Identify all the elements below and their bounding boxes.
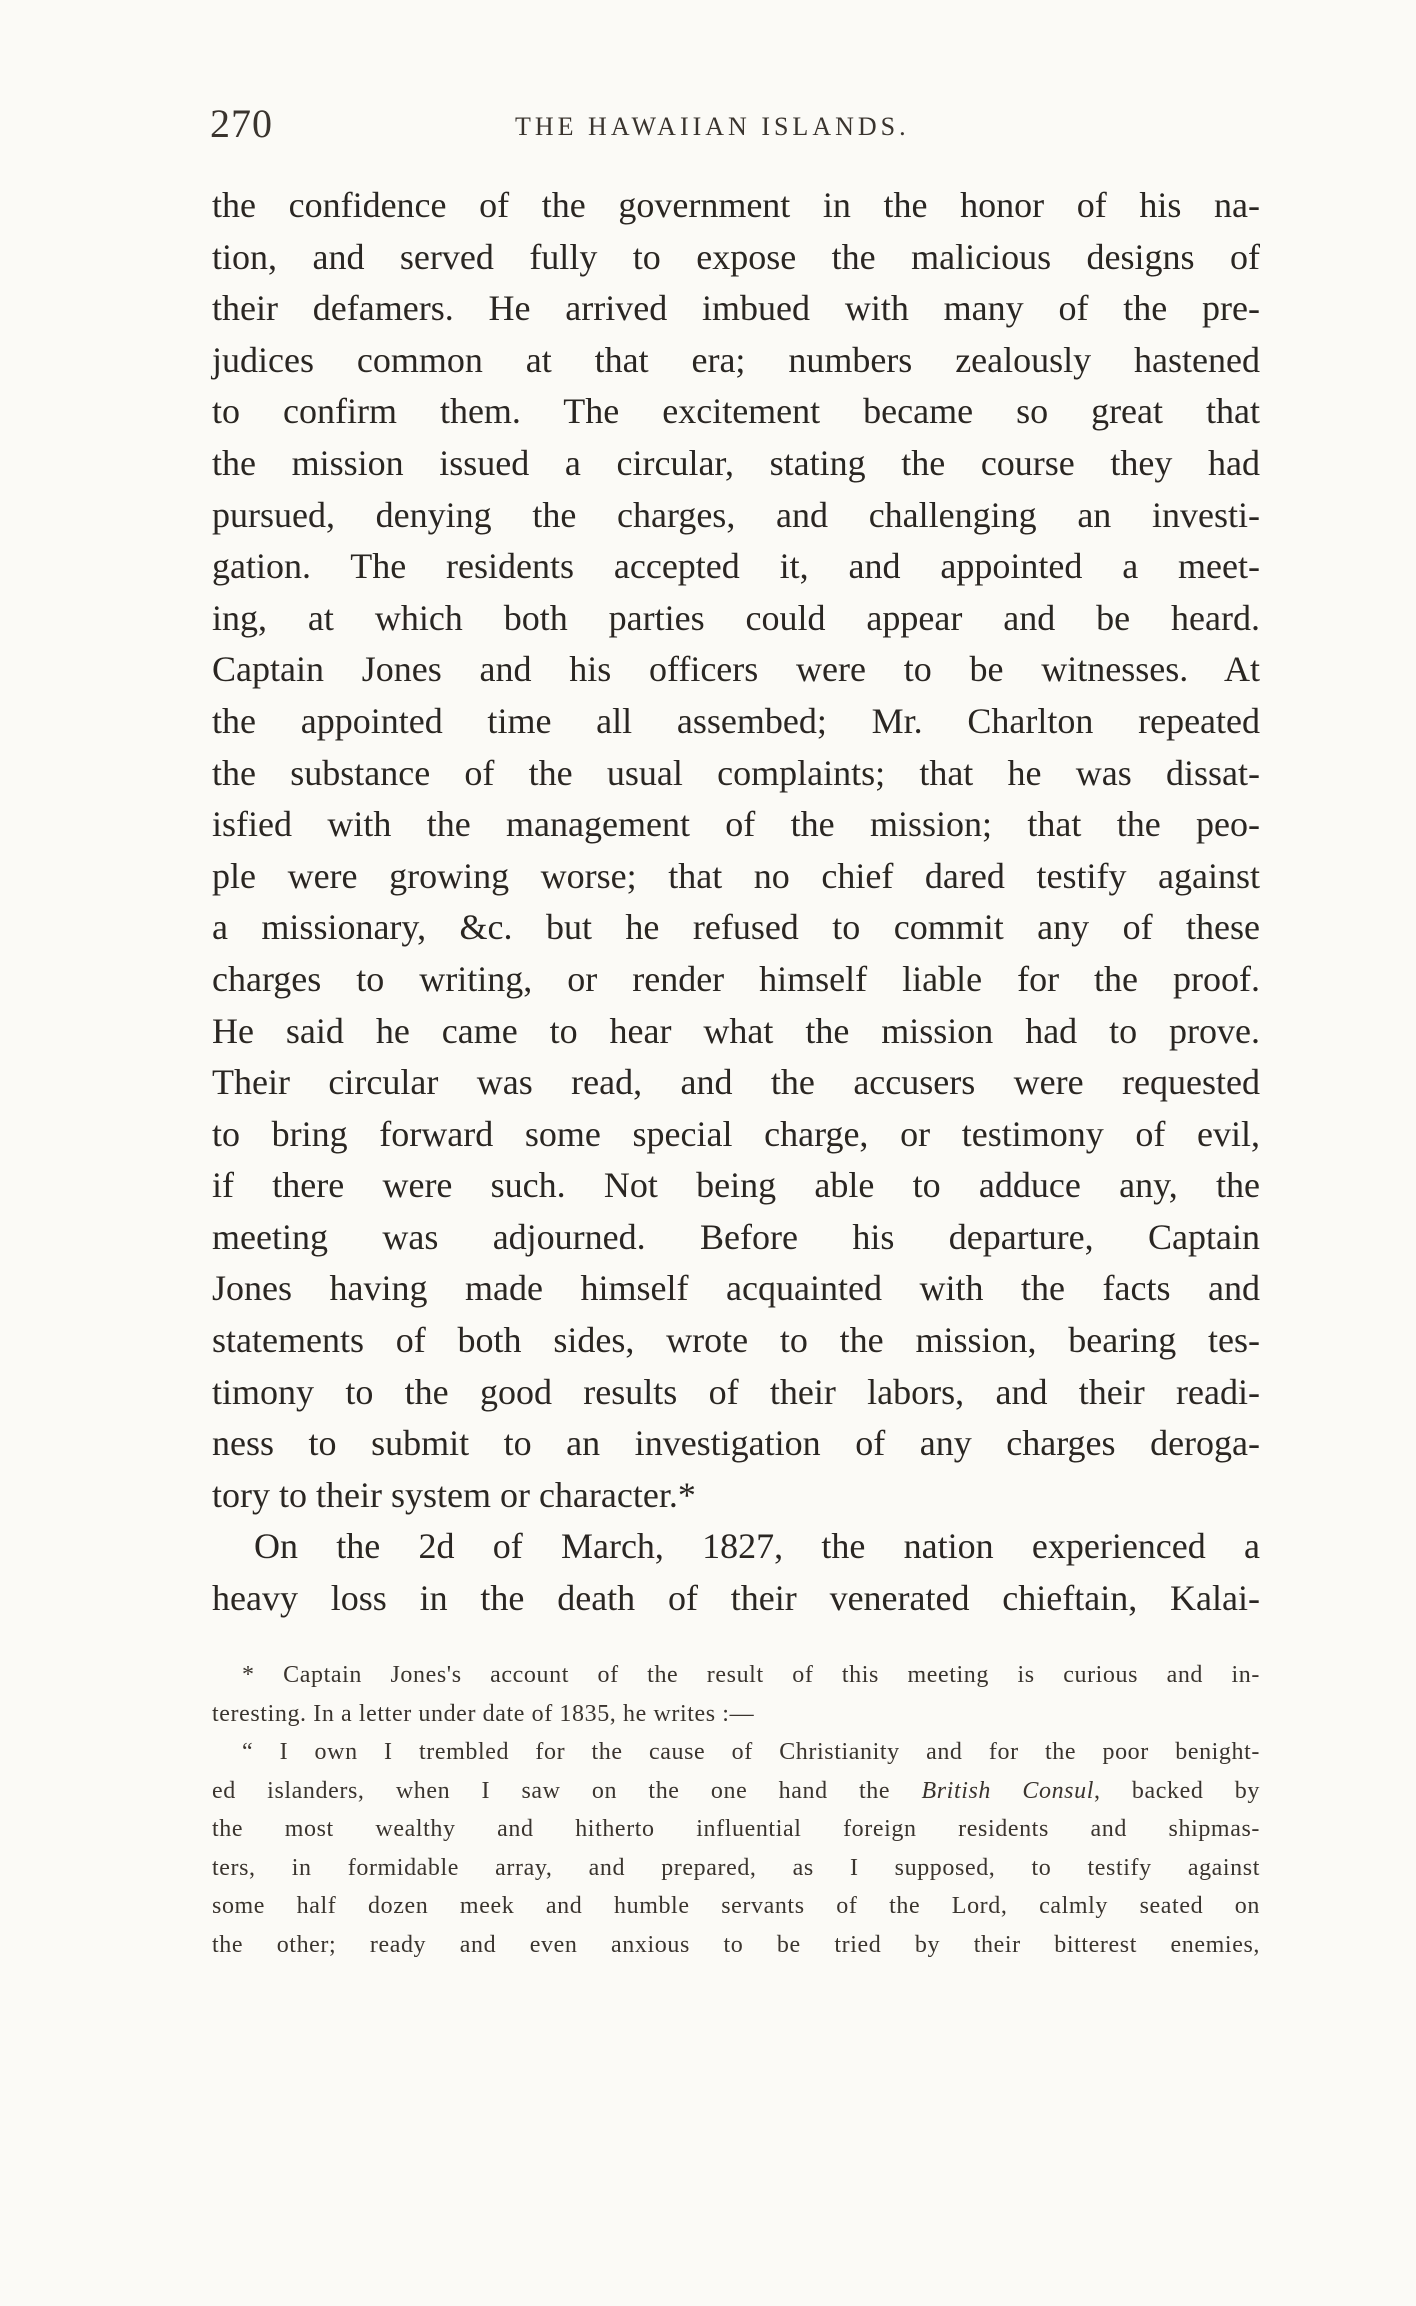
- footnote-quote-line: the most wealthy and hitherto influential foreign residents and shipmas-: [212, 1816, 1260, 1842]
- body-line: tion, and served fully to expose the malicious designs of: [212, 236, 1260, 277]
- body-line: a missionary, &c. but he refused to commit any of these: [212, 907, 1260, 948]
- paragraph-start-line: On the 2d of March, 1827, the nation experienced a: [254, 1526, 1260, 1567]
- body-line: if there were such. Not being able to adduce any, the: [212, 1165, 1260, 1206]
- body-line: pursued, denying the charges, and challenging an investi-: [212, 494, 1260, 535]
- paragraph-end-line: tory to their system or character.*: [212, 1474, 696, 1515]
- footnote-quote-line: the other; ready and even anxious to be tried by their bitterest enemies,: [212, 1931, 1260, 1958]
- body-line: their defamers. He arrived imbued with many of the pre-: [212, 288, 1260, 329]
- body-line: the confidence of the government in the honor of his na-: [212, 185, 1260, 225]
- footnote-quote-line: [212, 1772, 1260, 1811]
- body-line: judices common at that era; numbers zealously hastened: [212, 339, 1260, 380]
- footnote: [212, 1656, 1260, 1964]
- body-line: statements of both sides, wrote to the mission, bearing tes-: [212, 1320, 1260, 1361]
- body-line: the appointed time all assembed; Mr. Charlton repeated: [212, 700, 1260, 741]
- body-line: the substance of the usual complaints; that he was dissat-: [212, 752, 1260, 793]
- body-line: the mission issued a circular, stating the course they had: [212, 442, 1260, 483]
- body-line: to bring forward some special charge, or testimony of evil,: [212, 1113, 1260, 1154]
- body-text: [212, 180, 1260, 1625]
- body-line: to confirm them. The excitement became so great that: [212, 391, 1260, 432]
- footnote-text: ed islanders, when I saw on the one hand the: [212, 1777, 922, 1804]
- footnote-line: * Captain Jones's account of the result of this meeting is curious and in-: [242, 1662, 1260, 1688]
- footnote-quote-line: ters, in formidable array, and prepared, as I supposed, to testify against: [212, 1854, 1260, 1881]
- body-line: heavy loss in the death of their venerated chieftain, Kalai-: [212, 1578, 1260, 1619]
- body-line: meeting was adjourned. Before his departure, Captain: [212, 1216, 1260, 1257]
- page-number: 270: [210, 101, 273, 146]
- body-line: ple were growing worse; that no chief dared testify against: [212, 855, 1260, 896]
- body-line: charges to writing, or render himself liable for the proof.: [212, 958, 1260, 999]
- body-line: Jones having made himself acquainted with the facts and: [212, 1268, 1260, 1309]
- body-line: isfied with the management of the mission; that the peo-: [212, 804, 1260, 845]
- body-line: ing, at which both parties could appear and be heard.: [212, 597, 1260, 638]
- body-line: ness to submit to an investigation of any charges deroga-: [212, 1423, 1260, 1464]
- running-head: [210, 100, 1260, 150]
- body-line: He said he came to hear what the mission had to prove.: [212, 1010, 1260, 1051]
- footnote-italic-text: British Consul: [921, 1777, 1094, 1804]
- footnote-text: , backed by: [1093, 1777, 1260, 1804]
- body-line: Their circular was read, and the accusers were requested: [212, 1062, 1260, 1103]
- running-title: THE HAWAIIAN ISLANDS.: [515, 112, 910, 141]
- footnote-quote-line: “ I own I trembled for the cause of Christianity and for the poor benight-: [242, 1739, 1260, 1765]
- body-line: Captain Jones and his officers were to be witnesses. At: [212, 649, 1260, 690]
- footnote-quote-line: some half dozen meek and humble servants of the Lord, calmly seated on: [212, 1893, 1260, 1919]
- body-line: timony to the good results of their labors, and their readi-: [212, 1371, 1260, 1412]
- body-line: gation. The residents accepted it, and appointed a meet-: [212, 546, 1260, 587]
- footnote-line: teresting. In a letter under date of 1835, he writes :—: [212, 1700, 755, 1727]
